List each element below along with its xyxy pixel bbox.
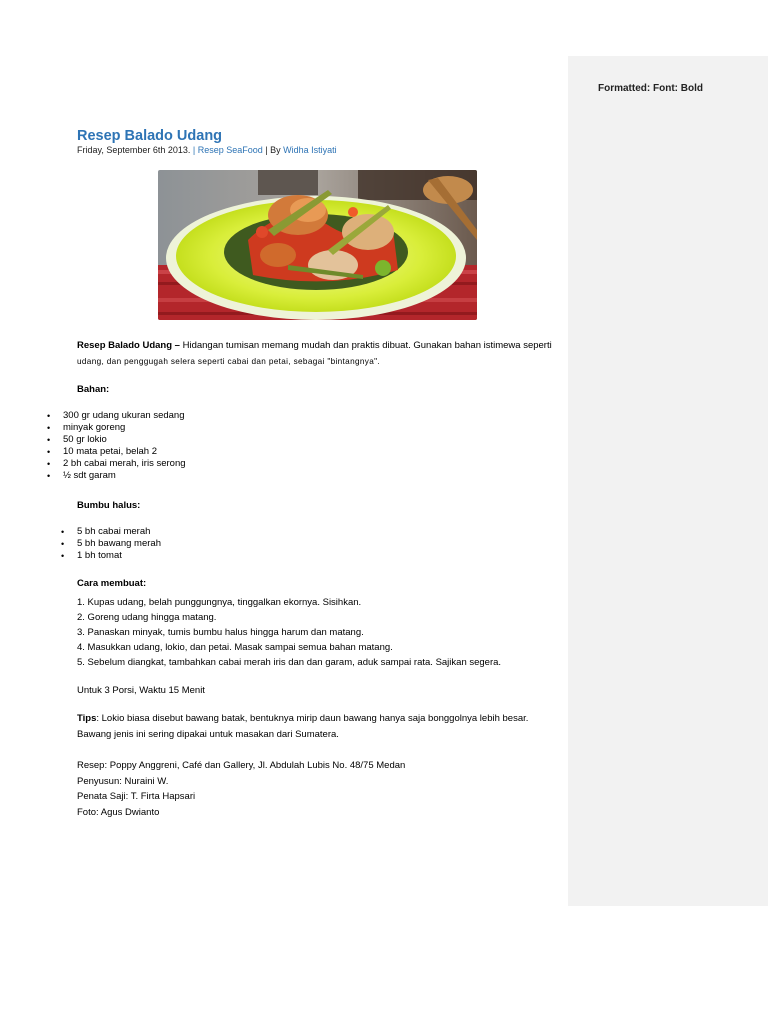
shrimp-dish-image	[158, 170, 477, 320]
tips-text: : Lokio biasa disebut bawang batak, bentuknya mirip daun bawang hanya saja bonggolnya lebih besar.	[96, 713, 529, 724]
list-item: • 1 bh tomat	[77, 550, 161, 562]
cara-heading: Cara membuat:	[77, 578, 147, 589]
tips-label: Tips	[77, 713, 97, 724]
step-item: 3. Panaskan minyak, tumis bumbu halus hingga harum dan matang.	[77, 627, 364, 638]
dish-photo	[158, 170, 477, 320]
credit-line: Penata Saji: T. Firta Hapsari	[77, 791, 196, 802]
bumbu-heading: Bumbu halus:	[77, 500, 141, 511]
article-meta	[77, 145, 337, 155]
list-item: • ½ sdt garam	[63, 470, 186, 482]
bumbu-list	[77, 526, 161, 562]
comment-pane	[568, 56, 768, 906]
meta-separator: |	[190, 145, 198, 155]
list-item: • 2 bh cabai merah, iris serong	[63, 458, 186, 470]
list-item: • 5 bh bawang merah	[77, 538, 161, 550]
article-title[interactable]: Resep Balado Udang	[77, 128, 223, 144]
category-link[interactable]: Resep SeaFood	[197, 145, 263, 155]
bahan-heading: Bahan:	[77, 384, 110, 395]
credits	[77, 758, 405, 820]
by-text: | By	[262, 145, 284, 155]
comment-label: Formatted: Font: Bold	[598, 83, 703, 94]
author-link[interactable]: Widha Istiyati	[283, 145, 337, 155]
list-item: • minyak goreng	[63, 422, 186, 434]
intro-line-1	[77, 340, 552, 351]
credit-line: Foto: Agus Dwianto	[77, 806, 160, 818]
credit-line: Resep: Poppy Anggreni, Café dan Gallery, Jl. Abdulah Lubis No. 48/75 Medan	[77, 760, 406, 771]
step-item: 2. Goreng udang hingga matang.	[77, 612, 217, 623]
list-item: • 10 mata petai, belah 2	[63, 446, 186, 458]
tips-line-2: Bawang jenis ini sering dipakai untuk masakan dari Sumatera.	[77, 729, 339, 740]
bahan-list	[63, 410, 186, 482]
list-item: • 5 bh cabai merah	[77, 526, 161, 538]
list-item: • 300 gr udang ukuran sedang	[63, 410, 186, 422]
portion-text: Untuk 3 Porsi, Waktu 15 Menit	[77, 685, 205, 696]
step-item: 5. Sebelum diangkat, tambahkan cabai merah iris dan dan garam, aduk sampai rata. Sajikan segera.	[77, 657, 502, 668]
step-item: 1. Kupas udang, belah punggungnya, tinggalkan ekornya. Sisihkan.	[77, 597, 362, 608]
steps-list	[77, 595, 501, 670]
list-item: • 50 gr lokio	[63, 434, 186, 446]
tips-line-1	[77, 713, 528, 724]
intro-bold: Resep Balado Udang –	[77, 340, 180, 351]
intro-line-2: udang, dan penggugah selera seperti cabai dan petai, sebagai "bintangnya".	[77, 357, 381, 366]
intro-text: Hidangan tumisan memang mudah dan praktis dibuat. Gunakan bahan istimewa seperti	[179, 340, 552, 351]
step-item: 4. Masukkan udang, lokio, dan petai. Masak sampai semua bahan matang.	[77, 642, 393, 653]
credit-line: Penyusun: Nuraini W.	[77, 775, 169, 787]
article-date: Friday, September 6th 2013.	[77, 145, 191, 155]
